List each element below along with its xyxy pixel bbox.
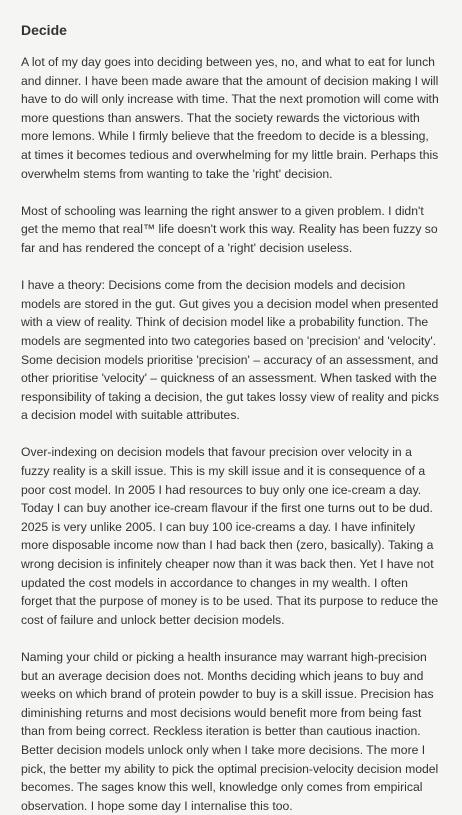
- paragraph-3: I have a theory: Decisions come from the decision models and decision models are stored in the gut. Gut gives you a decision model when presented with a view of reality. Think of decision model like a probability function. The models are segmented into two categories based on 'precision' and 'velocity'. Some decision models prioritise 'precision' – accuracy of an assessment, and other prioritise 'velocity' – quickness of an assessment. When tasked with the responsibility of taking a decision, the gut takes lossy view of reality and picks a decision model with suitable attributes.: [21, 278, 439, 423]
- paragraph-2: Most of schooling was learning the right answer to a given problem. I didn't get the memo that real™ life doesn't work this way. Reality has been fuzzy so far and has rendered the concept of a 'right' decision useless.: [21, 203, 438, 255]
- article-title: Decide: [21, 22, 67, 38]
- paragraph-1: A lot of my day goes into deciding between yes, no, and what to eat for lunch and dinner. I have been made aware that the amount of decision making I will have to do will only increase with time. That the next promotion will come with more questions than answers. That the society rewards the victorious with more lemons. While I firmly believe that the freedom to decide is a blessing, at times it becomes tedious and overwhelming for my little brain. Perhaps this overwhelm stems from wanting to take the 'right' decision.: [21, 55, 439, 181]
- paragraph-5: Naming your child or picking a health insurance may warrant high-precision but an average decision does not. Months deciding which jeans to buy and weeks on which brand of protein powder to buy is a skill issue. Precision has diminishing returns and most decisions would benefit more from being fast than from being correct. Reckless iteration is better than cautious inaction. Better decision models unlock only when I take more decisions. The more I pick, the better my ability to pick the optimal precision-velocity decision model becomes. The sages know this well, knowledge only comes from empirical observation. I hope some day I internalise this too.: [21, 650, 439, 813]
- paragraph-4: Over-indexing on decision models that favour precision over velocity in a fuzzy reality is a skill issue. This is my skill issue and it is consequence of a poor cost model. In 2005 I had resources to buy only one ice-cream a day. Today I can buy another ice-cream flavour if the first one turns out to be dud. 2025 is very unlike 2005. I can buy 100 ice-creams a day. I have infinitely more disposable income now than I had back then (zero, basically). Taking a wrong decision is infinitely cheaper now than it was back then. Yet I have not updated the cost models in accordance to changes in my wealth. I often forget that the purpose of money is to be used. That its purpose to reduce the cost of failure and unlock better decision models.: [21, 445, 439, 627]
